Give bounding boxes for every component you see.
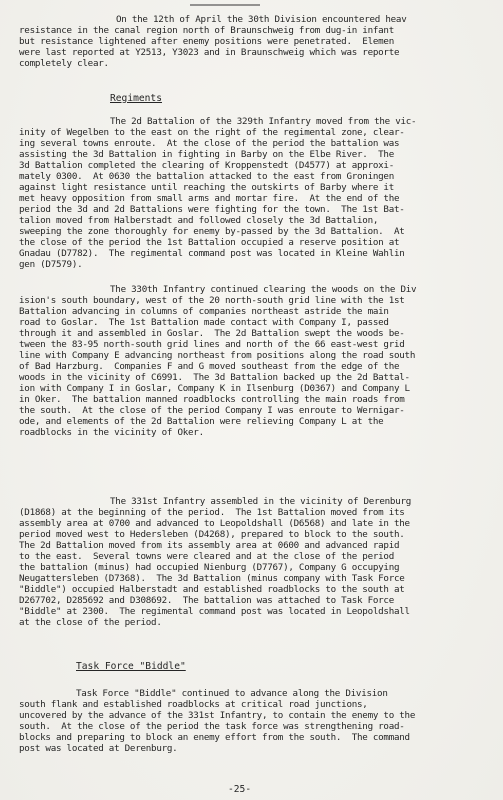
- intro-line-4: were last reported at Y2513, Y3023 and in Braunschweig which was reporte: [19, 47, 400, 58]
- p331-line-3: assembly area at 0700 and advanced to Leopoldshall (D6568) and late in the: [19, 518, 410, 529]
- ptf-line-1: Task Force "Biddle" continued to advance along the Division: [76, 688, 388, 699]
- p330-line-8: of Bad Harzburg. Companies F and G moved southeast from the edge of the: [19, 361, 400, 372]
- p330-line-12: the south. At the close of the period Company I was enroute to Wernigar-: [19, 405, 405, 416]
- ptf-line-4: south. At the close of the period the task force was strengthening road-: [19, 721, 405, 732]
- p329-line-8: met heavy opposition from small arms and mortar fire. At the end of the: [19, 193, 400, 204]
- p330-line-2: ision's south boundary, west of the 20 north-south grid line with the 1st: [19, 295, 405, 306]
- p330-line-1: The 330th Infantry continued clearing the woods on the Div: [110, 284, 417, 295]
- p331-line-7: the battalion (minus) had occupied Nienburg (D7767), Company G occupying: [19, 562, 400, 573]
- ptf-line-3: uncovered by the advance of the 331st Infantry, to contain the enemy to the: [19, 710, 416, 721]
- p331-line-8: Neugattersleben (D7368). The 3d Battalion (minus company with Task Force: [19, 573, 405, 584]
- intro-line-1: On the 12th of April the 30th Division encountered heav: [116, 14, 407, 25]
- intro-line-5: completely clear.: [19, 58, 109, 69]
- section-heading-task-force: Task Force "Biddle": [76, 661, 186, 672]
- p329-line-6: mately 0300. At 0630 the battalion attacked to the east from Groningen: [19, 171, 394, 182]
- p331-line-12: at the close of the period.: [19, 617, 162, 628]
- p330-line-14: roadblocks in the vicinity of Oker.: [19, 427, 204, 438]
- p330-line-3: Battalion advancing in columns of companies northeast astride the main: [19, 306, 389, 317]
- p331-line-2: (D1868) at the beginning of the period. The 1st Battalion moved from its: [19, 507, 405, 518]
- p329-line-13: Gnadau (D7782). The regimental command post was located in Kleine Wahlin: [19, 248, 405, 259]
- p330-line-11: in Oker. The battalion manned roadblocks controlling the main roads from: [19, 394, 405, 405]
- p330-line-7: line with Company E advancing northeast from positions along the road south: [19, 350, 416, 361]
- p329-line-5: 3d Battalion completed the clearing of Kroppenstedt (D4577) at approxi-: [19, 160, 394, 171]
- intro-line-3: but resistance lightened after enemy positions were penetrated. Elemen: [19, 36, 394, 47]
- p329-line-12: the close of the period the 1st Battalion occupied a reserve position at: [19, 237, 400, 248]
- ptf-line-5: blocks and preparing to block an enemy effort from the south. The command: [19, 732, 410, 743]
- p330-line-6: tween the 83-95 north-south grid lines and north of the 66 east-west grid: [19, 339, 405, 350]
- p330-line-9: woods in the vicinity of C6991. The 3d Battalion backed up the 2d Battal-: [19, 372, 410, 383]
- p329-line-11: sweeping the zone thoroughly for enemy by-passed by the 3d Battalion. At: [19, 226, 405, 237]
- p331-line-4: period moved west to Hedersleben (D4268), prepared to block to the south.: [19, 529, 405, 540]
- p329-line-9: period the 3d and 2d Battalions were fighting for the town. The 1st Bat-: [19, 204, 405, 215]
- ptf-line-2: south flank and established roadblocks at critical road junctions,: [19, 699, 368, 710]
- p329-line-10: talion moved from Halberstadt and followed closely the 3d Battalion,: [19, 215, 379, 226]
- p329-line-4: assisting the 3d Battalion in fighting in Barby on the Elbe River. The: [19, 149, 394, 160]
- page-number: -25-: [228, 784, 252, 795]
- p331-line-11: "Biddle" at 2300. The regimental command post was located in Leopoldshall: [19, 606, 410, 617]
- top-edge-mark: [190, 0, 260, 6]
- p329-line-14: gen (D7579).: [19, 259, 83, 270]
- p330-line-5: through it and assembled in Goslar. The 2d Battalion swept the woods be-: [19, 328, 405, 339]
- p330-line-4: road to Goslar. The 1st Battalion made contact with Company I, passed: [19, 317, 389, 328]
- p329-line-3: ing several towns enroute. At the close of the period the battalion was: [19, 138, 400, 149]
- p329-line-7: against light resistance until reaching the outskirts of Barby where it: [19, 182, 394, 193]
- p331-line-10: D267702, D285692 and D308692. The battalion was attached to Task Force: [19, 595, 394, 606]
- p329-line-2: inity of Wegelben to the east on the right of the regimental zone, clear-: [19, 127, 405, 138]
- intro-line-2: resistance in the canal region north of Braunschweig from dug-in infant: [19, 25, 394, 36]
- p330-line-13: ode, and elements of the 2d Battalion were relieving Company L at the: [19, 416, 384, 427]
- p331-line-6: to the east. Several towns were cleared and at the close of the period: [19, 551, 394, 562]
- p329-line-1: The 2d Battalion of the 329th Infantry moved from the vic-: [110, 116, 417, 127]
- p330-line-10: ion with Company I in Goslar, Company K in Ilsenburg (D0367) and Company L: [19, 383, 410, 394]
- section-heading-regiments: Regiments: [110, 93, 162, 104]
- p331-line-1: The 331st Infantry assembled in the vicinity of Derenburg: [110, 496, 412, 507]
- p331-line-9: "Biddle") occupied Halberstadt and established roadblocks to the south at: [19, 584, 405, 595]
- p331-line-5: The 2d Battalion moved from its assembly area at 0600 and advanced rapid: [19, 540, 400, 551]
- ptf-line-6: post was located at Derenburg.: [19, 743, 178, 754]
